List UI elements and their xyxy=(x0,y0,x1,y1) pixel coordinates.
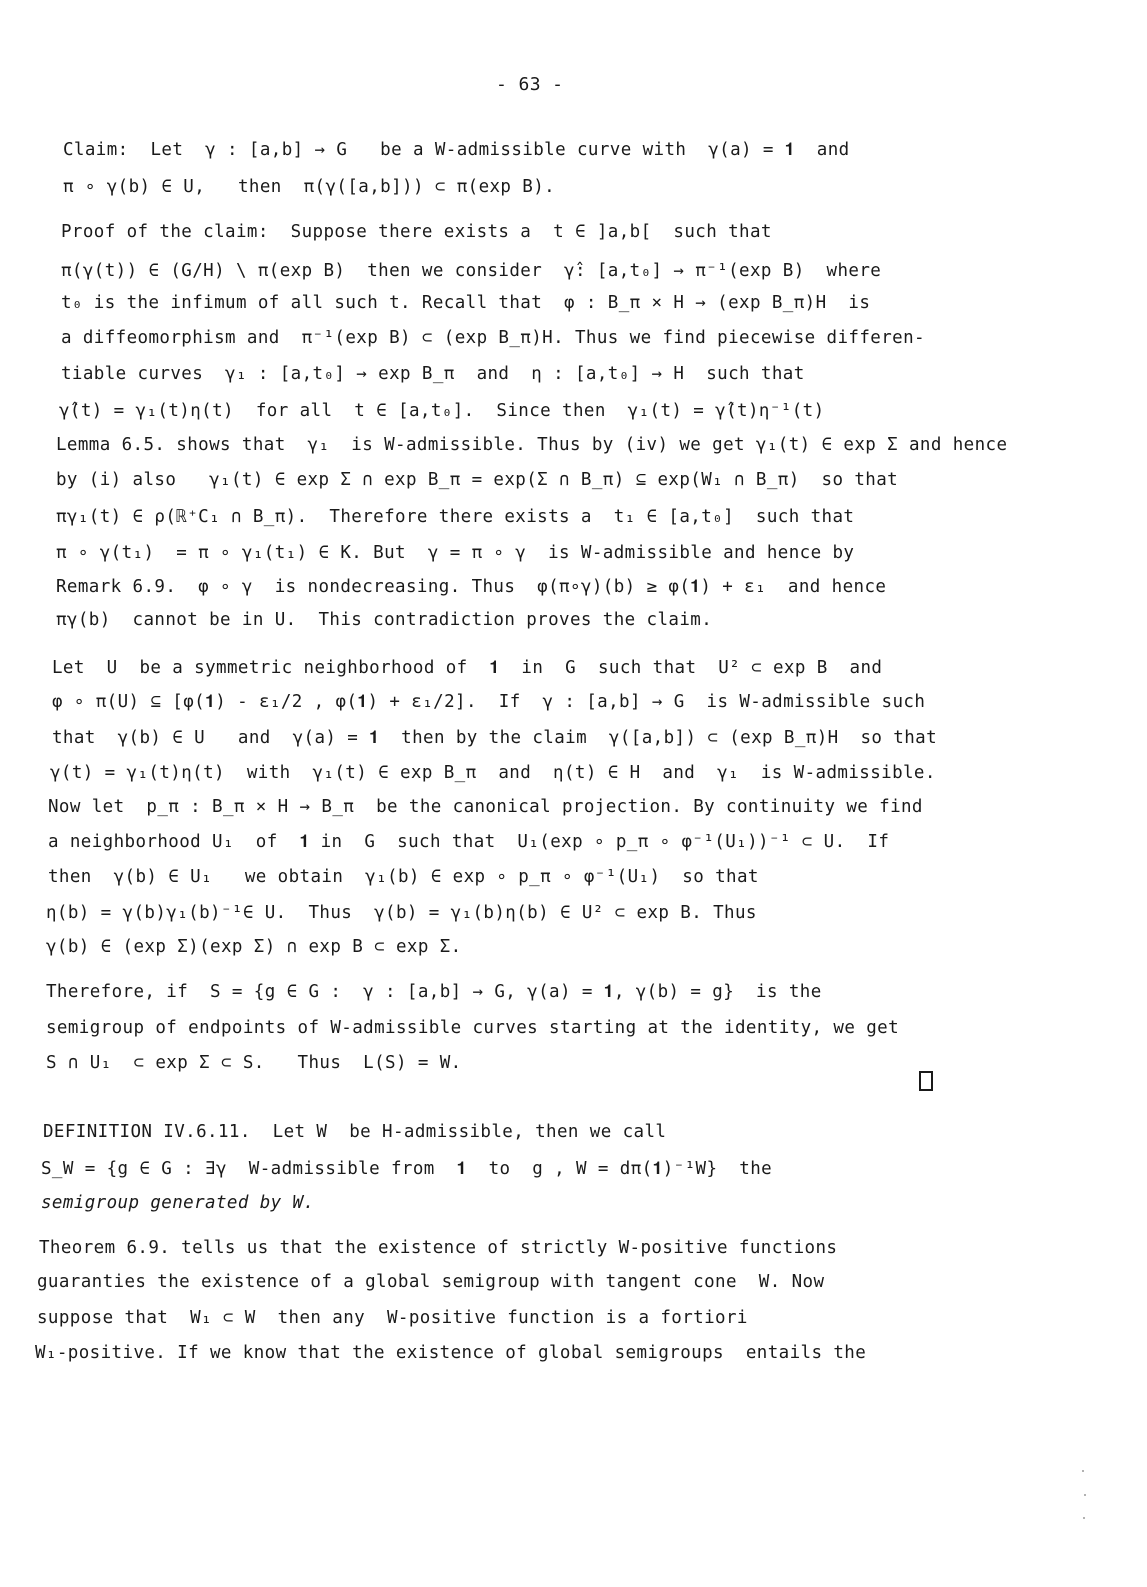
text-line: tiable curves γ₁ : [a,t₀] → exp B_π and η : [a,t₀] → H such that xyxy=(61,364,805,384)
text-line: η(b) = γ(b)γ₁(b)⁻¹∈ U. Thus γ(b) = γ₁(b)η(b) ∈ U² ⊂ exp B. Thus xyxy=(46,903,757,923)
text-line: by (i) also γ₁(t) ∈ exp Σ ∩ exp B_π = exp(Σ ∩ B_π) ⊆ exp(W₁ ∩ B_π) so that xyxy=(56,470,899,490)
text-line: a diffeomorphism and π⁻¹(exp B) ⊂ (exp B_π)H. Thus we find piecewise differen- xyxy=(61,328,925,348)
text-line: guaranties the existence of a global semigroup with tangent cone W. Now xyxy=(37,1272,825,1292)
text-line: t₀ is the infimum of all such t. Recall that φ : B_π × H → (exp B_π)H is xyxy=(61,293,871,313)
page-number: - 63 - xyxy=(496,74,564,95)
qed-box-icon xyxy=(919,1071,933,1091)
text-line: Claim: Let γ : [a,b] → G be a W-admissible curve with γ(a) = 𝟏 and xyxy=(63,140,850,160)
text-line: semigroup of endpoints of W-admissible curves starting at the identity, we get xyxy=(46,1018,899,1038)
text-line: semigroup generated by W. xyxy=(41,1193,315,1213)
text-line: W₁-positive. If we know that the existence of global semigroups entails the xyxy=(35,1343,867,1363)
text-line: a neighborhood U₁ of 𝟏 in G such that U₁(exp ∘ p_π ∘ φ⁻¹(U₁))⁻¹ ⊂ U. If xyxy=(48,832,890,852)
text-line: Lemma 6.5. shows that γ₁ is W-admissible. Thus by (iv) we get γ₁(t) ∈ exp Σ and hence xyxy=(56,435,1008,455)
text-line: πγ₁(t) ∈ ρ(ℝ⁺C₁ ∩ B_π). Therefore there exists a t₁ ∈ [a,t₀] such that xyxy=(56,507,855,527)
text-line: that γ(b) ∈ U and γ(a) = 𝟏 then by the claim γ([a,b]) ⊂ (exp B_π)H so that xyxy=(52,728,938,748)
text-line: DEFINITION IV.6.11. Let W be H-admissible, then we call xyxy=(43,1122,667,1142)
text-line: Now let p_π : B_π × H → B_π be the canonical projection. By continuity we find xyxy=(48,797,923,817)
scan-speck xyxy=(1083,1517,1085,1519)
scan-speck xyxy=(1084,1494,1086,1496)
text-line: γ̂(t) = γ₁(t)η(t) for all t ∈ [a,t₀]. Since then γ₁(t) = γ̂(t)η⁻¹(t) xyxy=(59,401,825,421)
scan-speck xyxy=(1082,1470,1084,1472)
text-line: πγ(b) cannot be in U. This contradiction proves the claim. xyxy=(56,610,713,630)
text-line: then γ(b) ∈ U₁ we obtain γ₁(b) ∈ exp ∘ p_π ∘ φ⁻¹(U₁) so that xyxy=(48,867,759,887)
text-line: suppose that W₁ ⊂ W then any W-positive function is a fortiori xyxy=(37,1308,748,1328)
text-line: Theorem 6.9. tells us that the existence of strictly W-positive functions xyxy=(39,1238,838,1258)
text-line: Proof of the claim: Suppose there exists a t ∈ ]a,b[ such that xyxy=(61,222,772,242)
text-line: Therefore, if S = {g ∈ G : γ : [a,b] → G, γ(a) = 𝟏, γ(b) = g} is the xyxy=(46,982,822,1002)
text-line: γ(b) ∈ (exp Σ)(exp Σ) ∩ exp B ⊂ exp Σ. xyxy=(46,937,462,957)
text-line: Let U be a symmetric neighborhood of 𝟏 in G such that U² ⊂ exp B and xyxy=(52,658,883,678)
text-line: S ∩ U₁ ⊂ exp Σ ⊂ S. Thus L(S) = W. xyxy=(46,1053,462,1073)
text-line: S_W = {g ∈ G : ∃γ W-admissible from 𝟏 to g , W = dπ(𝟏)⁻¹W} the xyxy=(41,1159,773,1179)
text-line: π ∘ γ(b) ∈ U, then π(γ([a,b])) ⊂ π(exp B). xyxy=(63,177,556,197)
text-line: π(γ(t)) ∈ (G/H) \ π(exp B) then we consider γ̂: [a,t₀] → π⁻¹(exp B) where xyxy=(61,261,882,281)
text-line: φ ∘ π(U) ⊆ [φ(𝟏) - ε₁/2 , φ(𝟏) + ε₁/2]. If γ : [a,b] → G is W-admissible such xyxy=(52,692,926,712)
text-line: Remark 6.9. φ ∘ γ is nondecreasing. Thus φ(π∘γ)(b) ≥ φ(𝟏) + ε₁ and hence xyxy=(56,577,887,597)
text-line: γ(t) = γ₁(t)η(t) with γ₁(t) ∈ exp B_π and η(t) ∈ H and γ₁ is W-admissible. xyxy=(50,763,936,783)
text-line: π ∘ γ(t₁) = π ∘ γ₁(t₁) ∈ K. But γ = π ∘ γ is W-admissible and hence by xyxy=(56,543,855,563)
